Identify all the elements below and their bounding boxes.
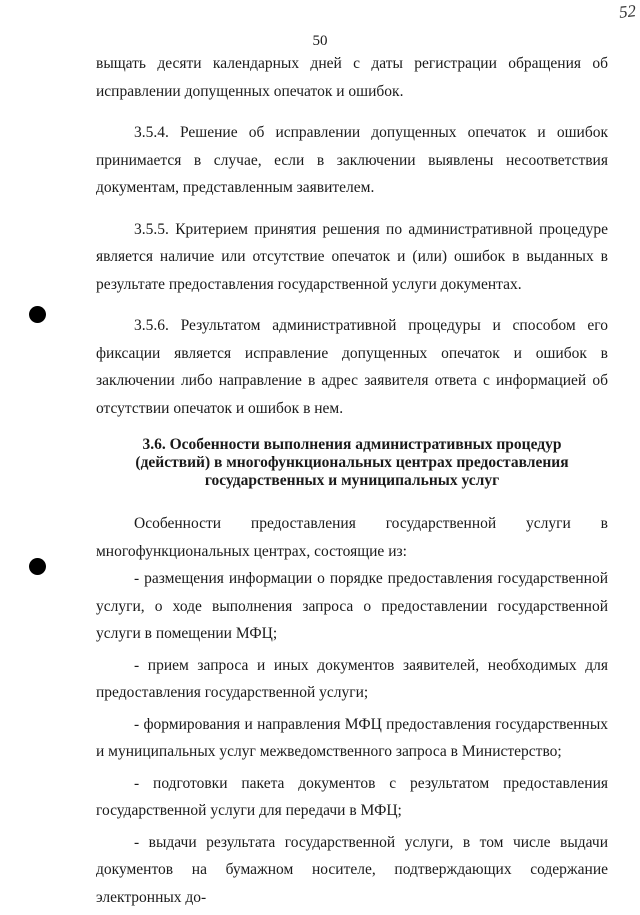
list-item: - прием запроса и иных документов заявителей, необходимых для предоставления государственной услуги;: [96, 656, 608, 701]
paragraph-continuation: выщать десяти календарных дней с даты регистрации обращения об исправлении допущенных опечаток и ошибок.: [96, 55, 608, 100]
list-item: - размещения информации о порядке предоставления государственной услуги, о ходе выполнения запроса о предоставлении государственной услуги в помещении МФЦ;: [96, 570, 608, 642]
paragraph-3-5-4: 3.5.4. Решение об исправлении допущенных опечаток и ошибок принимается в случае, если в заключении выявлены несоответствия документам, представленным заявителем.: [96, 124, 608, 196]
paragraph-intro: Особенности предоставления государственной услуги в многофункциональных центрах, состоящие из:: [96, 515, 608, 560]
handwritten-page-mark: 52: [618, 1, 637, 22]
paragraph-3-5-5: 3.5.5. Критерием принятия решения по административной процедуре является наличие или отсутствие опечаток и (или) ошибок в выданных в результате предоставления государственной услуги документах.: [96, 220, 608, 293]
punch-hole-upper: [29, 306, 46, 323]
list-item: - формирования и направления МФЦ предоставления государственных и муниципальных услуг межведомственного запроса в Министерство;: [96, 715, 608, 760]
paragraph-3-5-6: 3.5.6. Результатом административной процедуры и способом его фиксации является исправление допущенных опечаток и ошибок в заключении либо направление в адрес заявителя ответа с информацией об отсутствии опечаток и ошибок в нем.: [96, 317, 608, 417]
page-number: 50: [312, 33, 328, 49]
list-item: - подготовки пакета документов с результатом предоставления государственной услуги для передачи в МФЦ;: [96, 774, 608, 819]
document-body: [96, 50, 608, 915]
list-item: - выдачи результата государственной услуги, в том числе выдачи документов на бумажном носителе, подтверждающих содержание электронных до-: [96, 833, 608, 906]
punch-hole-lower: [29, 558, 46, 575]
section-heading-3-6: 3.6. Особенности выполнения административных процедур (действий) в многофункциональных центрах предоставления государственных и муниципальных услуг: [135, 436, 569, 489]
